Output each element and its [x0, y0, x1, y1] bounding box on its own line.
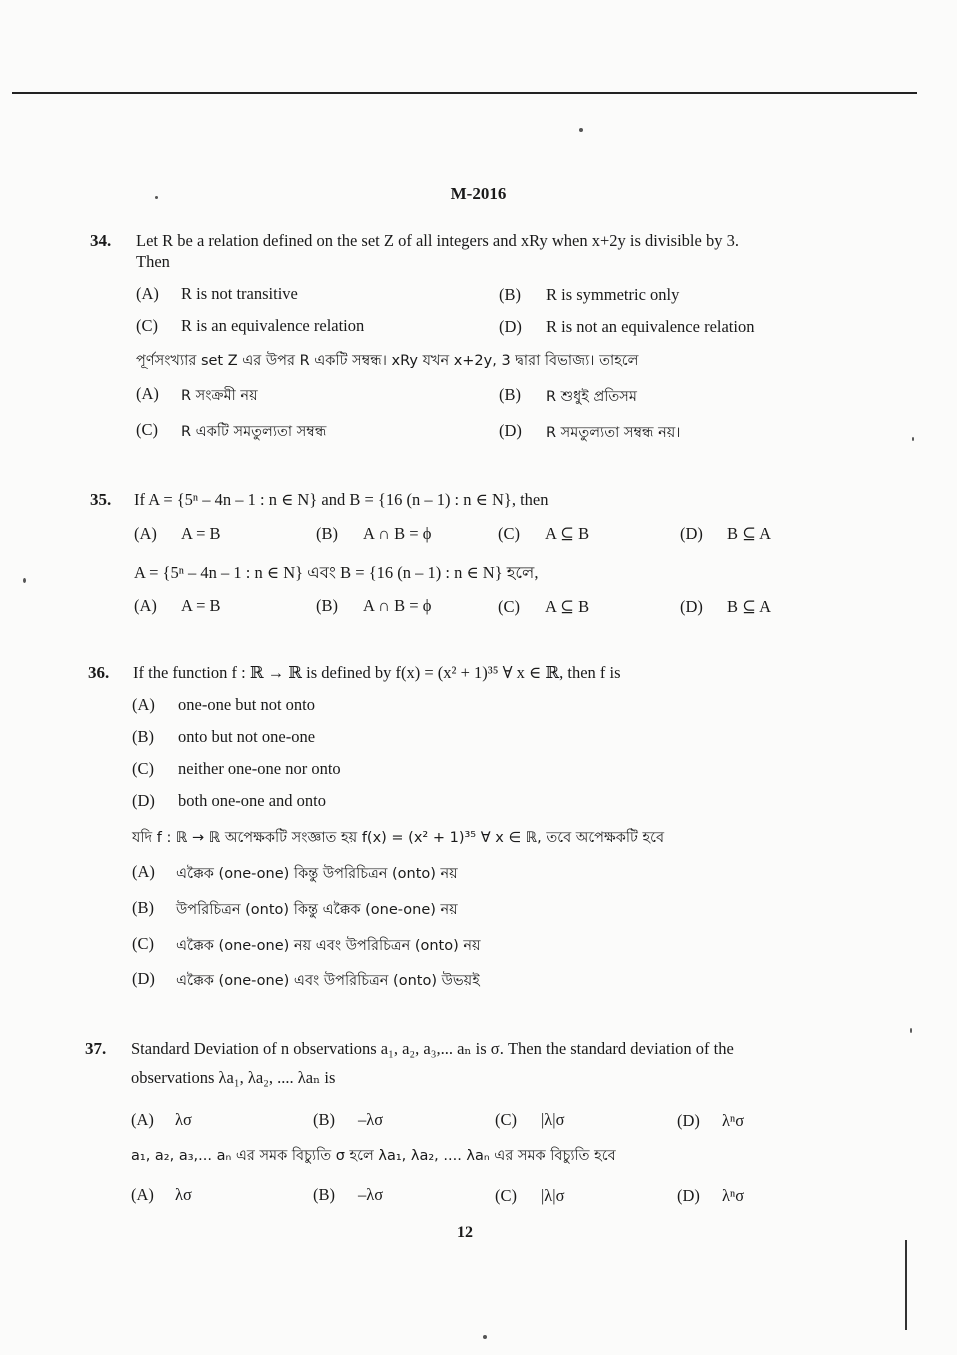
q36-en-option-c: neither one-one nor onto [178, 759, 341, 778]
q35-en-option-a: A = B [181, 524, 221, 543]
scan-speck [23, 578, 26, 583]
page-number: 12 [457, 1224, 473, 1241]
q34-en-option-d: R is not an equivalence relation [546, 317, 755, 336]
q36-bn-option-b: উপরিচিত্রন (onto) কিন্তু এক্কৈক (one-one) নয় [176, 902, 458, 918]
q36-bn-option-c-label: (C) [132, 934, 154, 953]
q37-en-option-d-label: (D) [677, 1111, 700, 1130]
q37-en-option-c: |λ|σ [541, 1110, 565, 1129]
q34-en-option-c: R is an equivalence relation [181, 316, 365, 335]
q37-bn-option-a-label: (A) [131, 1185, 154, 1204]
q37-bengali-stem: a₁, a₂, a₃,... aₙ এর সমক বিচ্যুতি σ হলে λa₁, λa₂, .... λaₙ এর সমক বিচ্যুতি হবে [131, 1148, 616, 1164]
q35-bengali-stem: A = {5ⁿ – 4n – 1 : n ∈ N} এবং B = {16 (n – 1) : n ∈ N} হলে, [134, 563, 539, 582]
q35-en-option-d-label: (D) [680, 524, 703, 543]
exam-code: M-2016 [450, 184, 507, 203]
q36-en-option-a-label: (A) [132, 695, 155, 714]
q34-bn-option-a-label: (A) [136, 384, 159, 403]
q35-en-option-c: A ⊆ B [545, 524, 590, 543]
q37-en-option-b: –λσ [358, 1110, 384, 1129]
q35-en-option-a-label: (A) [134, 524, 157, 543]
q36-en-option-a: one-one but not onto [178, 695, 316, 714]
scan-speck [579, 128, 583, 132]
q37-stem-line2: observations λa₁, λa₂, .... λaₙ is [131, 1068, 336, 1087]
q34-bn-option-d-label: (D) [499, 421, 522, 440]
q37-bn-option-a: λσ [175, 1185, 192, 1204]
q35-bn-option-d-label: (D) [680, 597, 703, 616]
q34-en-option-d-label: (D) [499, 317, 522, 336]
q34-stem-line2: Then [136, 252, 170, 271]
scan-edge-line [905, 1240, 907, 1330]
q37-bn-option-d-label: (D) [677, 1186, 700, 1205]
q35-number: 35. [90, 490, 112, 509]
q36-en-option-c-label: (C) [132, 759, 154, 778]
q34-bn-option-a: R সংক্রমী নয় [181, 388, 258, 404]
q35-en-option-c-label: (C) [498, 524, 520, 543]
q35-bn-option-d: B ⊆ A [727, 597, 772, 616]
q36-stem: If the function f : ℝ → ℝ is defined by f(x) = (x² + 1)³⁵ ∀ x ∈ ℝ, then f is [133, 663, 621, 682]
q36-en-option-d: both one-one and onto [178, 791, 327, 810]
q36-en-option-b-label: (B) [132, 727, 154, 746]
q34-en-option-a-label: (A) [136, 284, 159, 303]
q37-bn-option-b: –λσ [358, 1185, 384, 1204]
q37-bn-option-b-label: (B) [313, 1185, 335, 1204]
q34-bn-option-c: R একটি সমতুল্যতা সম্বন্ধ [181, 424, 327, 440]
q34-en-option-b: R is symmetric only [546, 285, 680, 304]
q36-en-option-d-label: (D) [132, 791, 155, 810]
q34-en-option-b-label: (B) [499, 285, 521, 304]
q34-bengali-stem: পূর্ণসংখ্যার set Z এর উপর R একটি সম্বন্ধ। xRy যখন x+2y, 3 দ্বারা বিভাজ্য। তাহলে [136, 353, 639, 369]
q35-en-option-d: B ⊆ A [727, 524, 772, 543]
q37-en-option-c-label: (C) [495, 1110, 517, 1129]
q37-en-option-a: λσ [175, 1110, 192, 1129]
q37-en-option-a-label: (A) [131, 1110, 154, 1129]
q35-bn-option-a-label: (A) [134, 596, 157, 615]
q35-en-option-b: A ∩ B = ϕ [363, 524, 432, 543]
q35-bn-option-c-label: (C) [498, 597, 520, 616]
scan-speck [912, 437, 914, 441]
q35-bn-option-a: A = B [181, 596, 221, 615]
q36-number: 36. [88, 663, 110, 682]
q37-bn-option-c: |λ|σ [541, 1186, 565, 1205]
q37-en-option-b-label: (B) [313, 1110, 335, 1129]
scan-speck [483, 1335, 487, 1339]
q37-bn-option-d: λⁿσ [722, 1186, 745, 1205]
q36-bn-option-b-label: (B) [132, 898, 154, 917]
scan-speck [910, 1028, 912, 1033]
q35-en-option-b-label: (B) [316, 524, 338, 543]
q36-bn-option-a: এক্কৈক (one-one) কিন্তু উপরিচিত্রন (onto) নয় [176, 866, 458, 882]
q37-bn-option-c-label: (C) [495, 1186, 517, 1205]
q37-en-option-d: λⁿσ [722, 1111, 745, 1130]
q36-bengali-stem: যদি f : ℝ → ℝ অপেক্ষকটি সংজ্ঞাত হয় f(x) = (x² + 1)³⁵ ∀ x ∈ ℝ, তবে অপেক্ষকটি হবে [132, 830, 665, 846]
q37-number: 37. [85, 1039, 107, 1058]
q36-en-option-b: onto but not one-one [178, 727, 316, 746]
q36-bn-option-d: এক্কৈক (one-one) এবং উপরিচিত্রন (onto) উভয়ই [176, 973, 480, 989]
q34-number: 34. [90, 231, 112, 250]
q36-bn-option-a-label: (A) [132, 862, 155, 881]
q35-stem: If A = {5ⁿ – 4n – 1 : n ∈ N} and B = {16 (n – 1) : n ∈ N}, then [134, 490, 549, 509]
q34-bn-option-d: R সমতুল্যতা সম্বন্ধ নয়। [546, 425, 681, 441]
q37-stem-line1: Standard Deviation of n observations a₁, a₂, a₃,... aₙ is σ. Then the standard deviation of the [131, 1039, 734, 1058]
q34-en-option-a: R is not transitive [181, 284, 298, 303]
q34-stem-line1: Let R be a relation defined on the set Z of all integers and xRy when x+2y is divisible by 3. [136, 231, 739, 250]
q36-bn-option-d-label: (D) [132, 969, 155, 988]
q36-bn-option-c: এক্কৈক (one-one) নয় এবং উপরিচিত্রন (onto) নয় [176, 938, 481, 954]
q34-bn-option-b: R শুধুই প্রতিসম [546, 389, 637, 405]
q34-en-option-c-label: (C) [136, 316, 158, 335]
q35-bn-option-b: A ∩ B = ϕ [363, 596, 432, 615]
q35-bn-option-c: A ⊆ B [545, 597, 590, 616]
q35-bn-option-b-label: (B) [316, 596, 338, 615]
header-rule [12, 92, 917, 94]
q34-bn-option-c-label: (C) [136, 420, 158, 439]
scan-speck [155, 196, 158, 199]
q34-bn-option-b-label: (B) [499, 385, 521, 404]
